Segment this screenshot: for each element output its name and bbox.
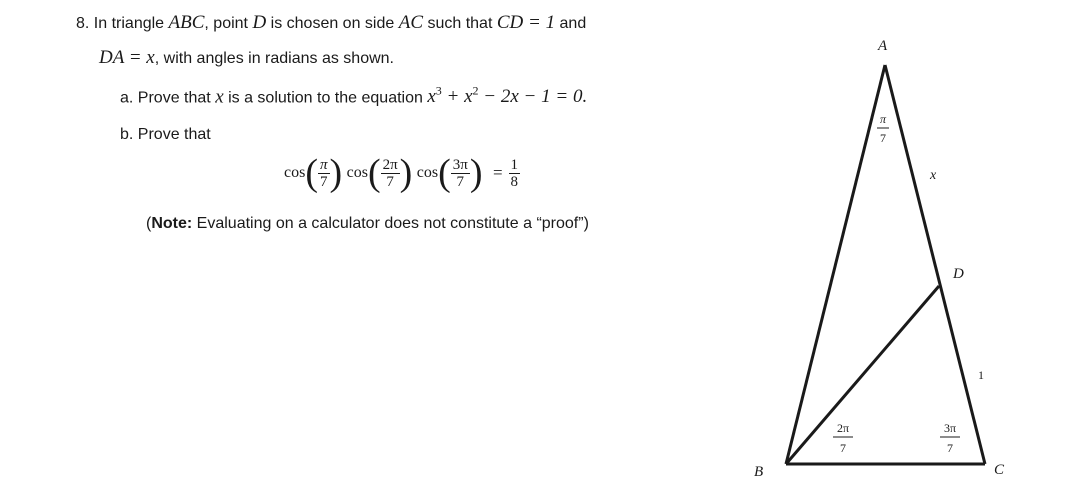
- intro-text: In triangle: [93, 15, 165, 32]
- part-b: [120, 126, 211, 144]
- intro-text: , point: [204, 15, 248, 32]
- paren-open: (: [367, 152, 381, 194]
- paren-close: ): [329, 152, 343, 194]
- frac-num: π: [319, 156, 328, 173]
- math-d: D: [252, 12, 267, 33]
- eq-term: + x: [441, 86, 473, 108]
- problem-intro-line2: [99, 47, 394, 69]
- paren-close: ): [399, 152, 413, 194]
- fraction-pi-7: [318, 157, 330, 190]
- frac-num: 1: [510, 156, 519, 173]
- angle-c-num: 3π: [943, 421, 957, 435]
- eq-term: x: [427, 86, 436, 108]
- part-b-text: Prove that: [137, 126, 211, 143]
- intro-text: is chosen on side: [270, 15, 395, 32]
- part-a-equation: [427, 86, 587, 107]
- fraction-1-8: [509, 157, 521, 190]
- part-b-equation: [284, 154, 520, 192]
- equals-sign: =: [492, 163, 503, 182]
- side-1-label: 1: [978, 368, 984, 382]
- frac-den: 7: [319, 173, 328, 190]
- math-cd-eq: CD = 1: [496, 12, 556, 33]
- eq-exponent: 3: [435, 84, 442, 98]
- eq-term: − 2x − 1 = 0.: [478, 86, 588, 108]
- paren-open: (: [438, 152, 451, 194]
- part-a-text: Prove that: [137, 89, 211, 107]
- angle-a-num: π: [879, 112, 887, 126]
- part-a-text: is a solution to the equation: [228, 89, 423, 107]
- angle-b-num: 2π: [836, 421, 850, 435]
- note-bold: Note:: [151, 215, 193, 232]
- note-text: Evaluating on a calculator does not constitute a “proof”): [192, 215, 589, 232]
- side-ac: [885, 65, 985, 464]
- vertex-a-label: A: [878, 38, 888, 54]
- math-ac: AC: [398, 12, 424, 33]
- problem-intro-line1: [76, 12, 586, 34]
- note-paren: (: [146, 215, 152, 232]
- side-x-label: x: [930, 168, 937, 183]
- fraction-3pi-7: [451, 157, 470, 190]
- vertex-d-label: D: [953, 266, 964, 282]
- intro-text: , with angles in radians as shown.: [154, 50, 394, 67]
- intro-text: and: [559, 15, 587, 32]
- intro-text: such that: [427, 15, 493, 32]
- fraction-2pi-7: [381, 157, 400, 190]
- paren-open: (: [305, 152, 318, 194]
- frac-num: 2π: [382, 156, 398, 173]
- vertex-b-label: B: [754, 464, 764, 480]
- cos-label: cos: [346, 164, 368, 181]
- part-a: [120, 84, 587, 108]
- math-x: x: [215, 86, 224, 108]
- frac-den: 7: [456, 173, 465, 190]
- frac-den: 7: [386, 173, 394, 190]
- math-da-eq: DA = x: [99, 47, 155, 68]
- part-a-label: a.: [120, 89, 134, 107]
- frac-den: 8: [510, 173, 519, 190]
- eq-exponent: 2: [472, 84, 479, 98]
- vertex-c-label: C: [994, 462, 1005, 478]
- frac-num: 3π: [452, 156, 468, 173]
- triangle-figure: [740, 30, 1020, 490]
- math-abc: ABC: [168, 12, 205, 33]
- cos-label: cos: [284, 164, 306, 181]
- paren-close: ): [469, 152, 483, 194]
- problem-number: 8.: [76, 15, 90, 32]
- cos-label: cos: [416, 164, 439, 181]
- angle-a-den: 7: [880, 131, 886, 145]
- angle-b-den: 7: [840, 441, 846, 455]
- angle-c-den: 7: [947, 441, 953, 455]
- part-b-label: b.: [120, 126, 134, 143]
- note: [146, 215, 589, 233]
